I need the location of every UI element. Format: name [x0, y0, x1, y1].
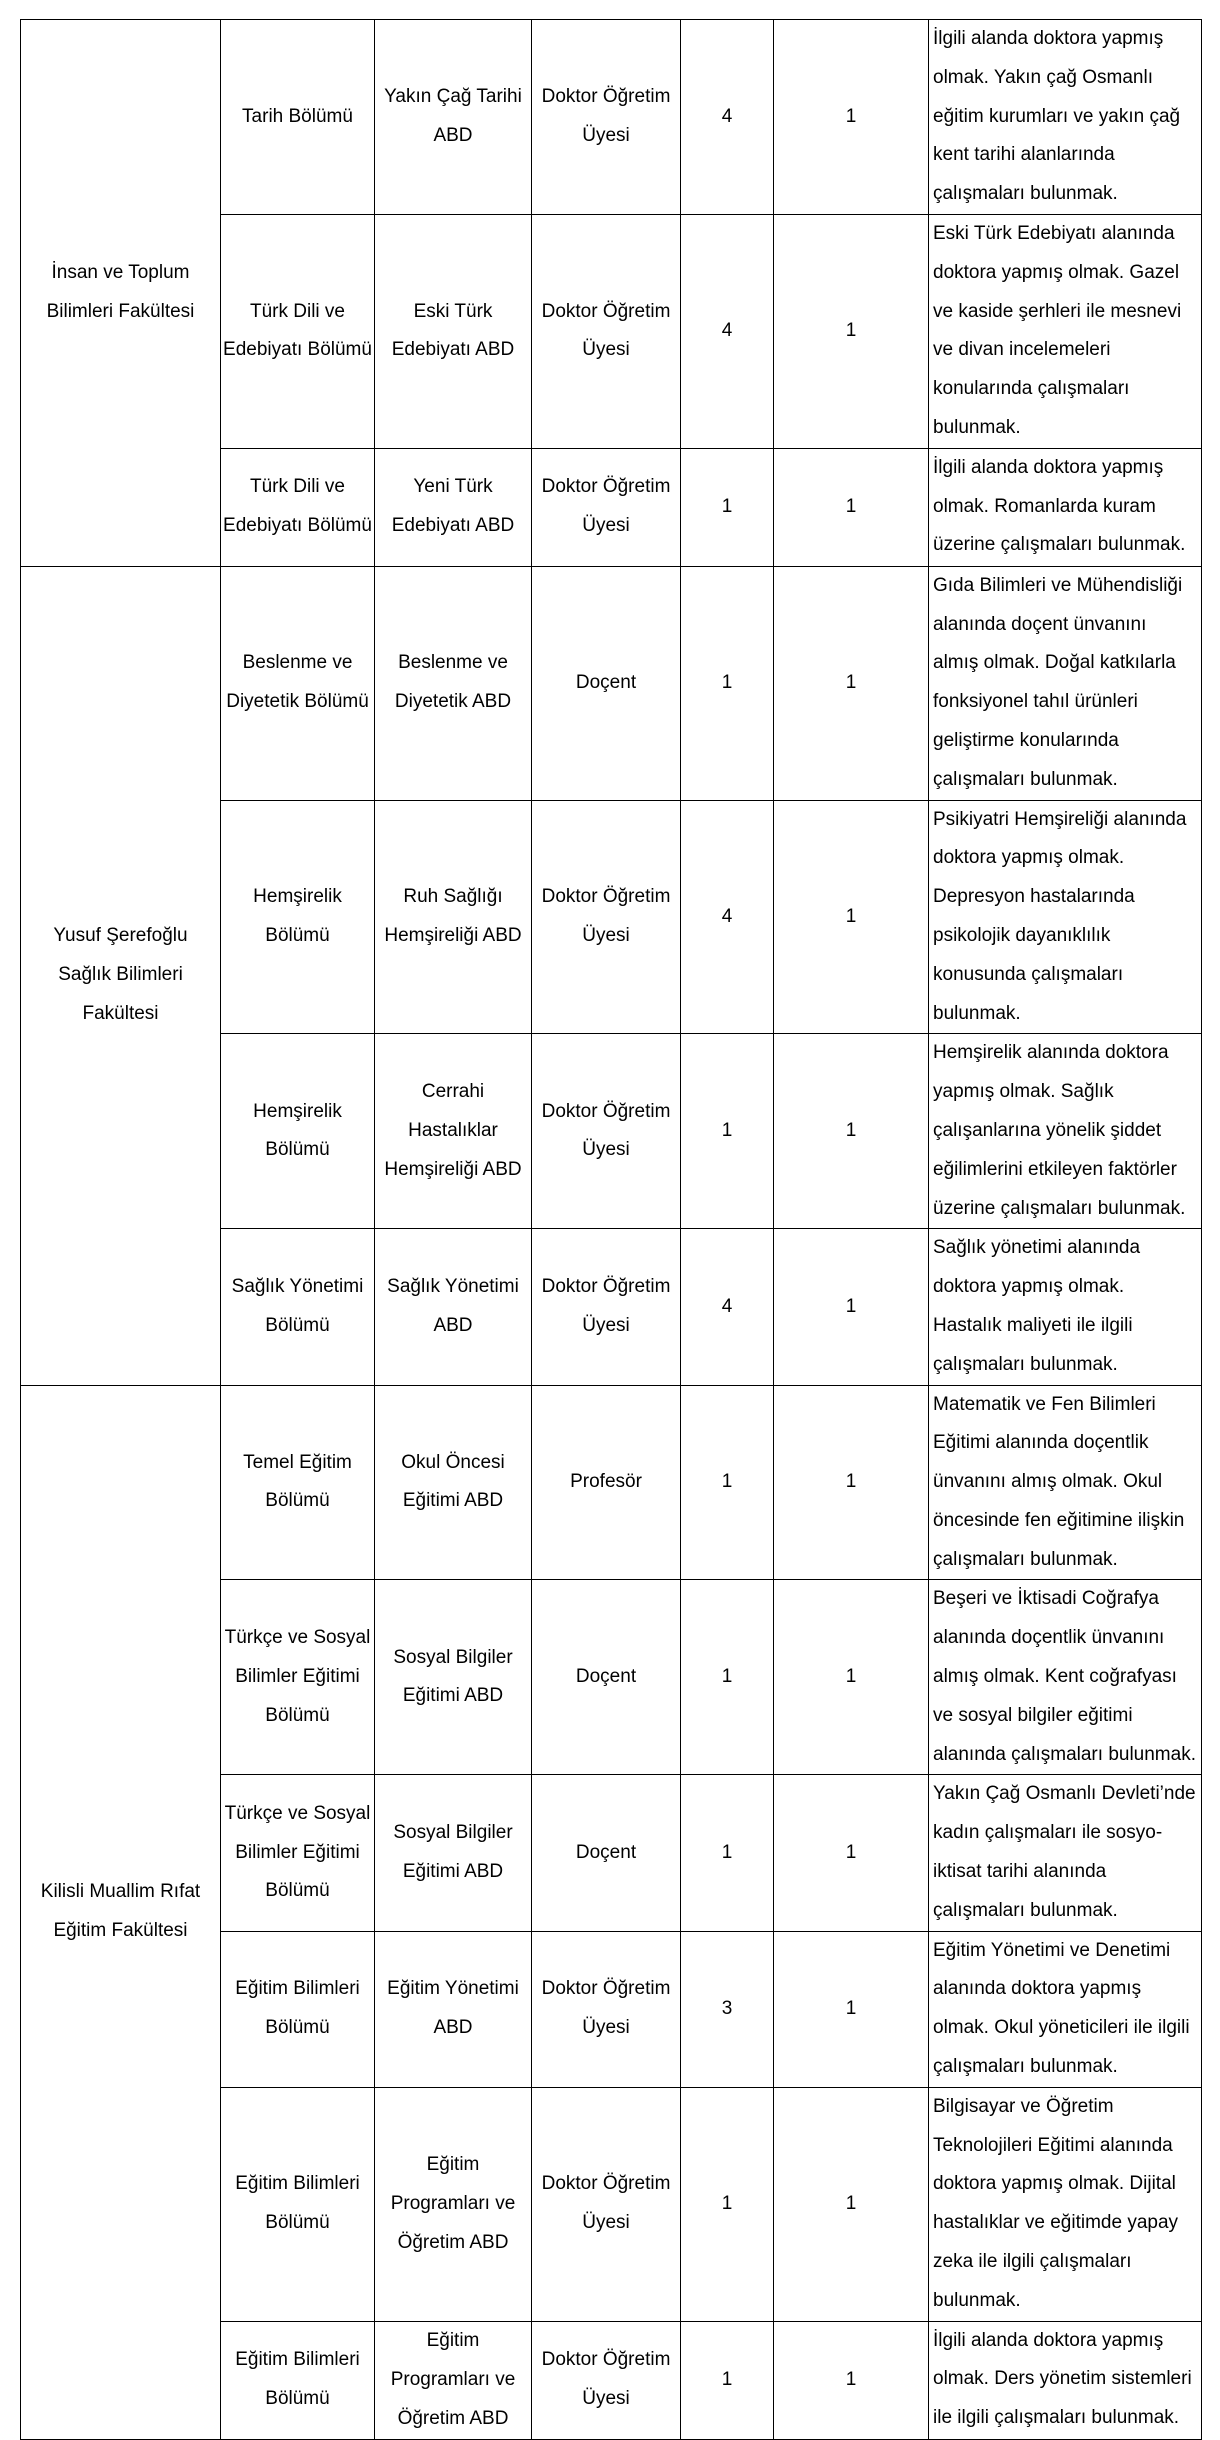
- conditions-cell: Bilgisayar ve Öğretim Teknolojileri Eğitimi alanında doktora yapmış olmak. Dijital hastalıklar ve eğitimde yapay zeka ile ilgili çalışmaları bulunmak.: [929, 2087, 1202, 2321]
- title-cell: Doçent: [532, 1580, 681, 1775]
- department-cell: Türkçe ve Sosyal Bilimler Eğitimi Bölümü: [221, 1775, 375, 1931]
- abd-cell: Eğitim Yönetimi ABD: [375, 1931, 532, 2087]
- department-cell: Eğitim Bilimleri Bölümü: [221, 2087, 375, 2321]
- degree-cell: 1: [681, 1385, 774, 1580]
- degree-cell: 4: [681, 20, 774, 215]
- faculty-name: İnsan ve Toplum Bilimleri Fakültesi: [21, 20, 221, 567]
- faculty-name: Yusuf Şerefoğlu Sağlık Bilimleri Fakültesi: [21, 566, 221, 1385]
- abd-cell: Eğitim Programları ve Öğretim ABD: [375, 2087, 532, 2321]
- title-cell: Doktor Öğretim Üyesi: [532, 1034, 681, 1229]
- count-cell: 1: [774, 2087, 929, 2321]
- conditions-cell: Eski Türk Edebiyatı alanında doktora yapmış olmak. Gazel ve kaside şerhleri ile mesnevi ve divan incelemeleri konularında çalışmaları bulunmak.: [929, 214, 1202, 448]
- count-cell: 1: [774, 2321, 929, 2439]
- degree-cell: 1: [681, 1034, 774, 1229]
- conditions-cell: İlgili alanda doktora yapmış olmak. Romanlarda kuram üzerine çalışmaları bulunmak.: [929, 448, 1202, 566]
- count-cell: 1: [774, 1034, 929, 1229]
- title-cell: Doktor Öğretim Üyesi: [532, 20, 681, 215]
- count-cell: 1: [774, 20, 929, 215]
- title-cell: Doktor Öğretim Üyesi: [532, 448, 681, 566]
- department-cell: Türk Dili ve Edebiyatı Bölümü: [221, 448, 375, 566]
- degree-cell: 3: [681, 1931, 774, 2087]
- abd-cell: Ruh Sağlığı Hemşireliği ABD: [375, 800, 532, 1034]
- table-row: [21, 20, 1202, 215]
- abd-cell: Eğitim Programları ve Öğretim ABD: [375, 2321, 532, 2439]
- title-cell: Doktor Öğretim Üyesi: [532, 800, 681, 1034]
- conditions-cell: İlgili alanda doktora yapmış olmak. Ders yönetim sistemleri ile ilgili çalışmaları bulunmak.: [929, 2321, 1202, 2439]
- abd-cell: Beslenme ve Diyetetik ABD: [375, 566, 532, 800]
- count-cell: 1: [774, 448, 929, 566]
- title-cell: Doktor Öğretim Üyesi: [532, 2087, 681, 2321]
- department-cell: Tarih Bölümü: [221, 20, 375, 215]
- conditions-cell: Yakın Çağ Osmanlı Devleti’nde kadın çalışmaları ile sosyo-iktisat tarihi alanında çalışmaları bulunmak.: [929, 1775, 1202, 1931]
- degree-cell: 4: [681, 214, 774, 448]
- department-cell: Eğitim Bilimleri Bölümü: [221, 2321, 375, 2439]
- department-cell: Türk Dili ve Edebiyatı Bölümü: [221, 214, 375, 448]
- count-cell: 1: [774, 1385, 929, 1580]
- conditions-cell: Hemşirelik alanında doktora yapmış olmak. Sağlık çalışanlarına yönelik şiddet eğilimlerini etkileyen faktörler üzerine çalışmaları bulunmak.: [929, 1034, 1202, 1229]
- title-cell: Doçent: [532, 1775, 681, 1931]
- department-cell: Beslenme ve Diyetetik Bölümü: [221, 566, 375, 800]
- abd-cell: Sağlık Yönetimi ABD: [375, 1229, 532, 1385]
- title-cell: Doktor Öğretim Üyesi: [532, 214, 681, 448]
- department-cell: Hemşirelik Bölümü: [221, 800, 375, 1034]
- degree-cell: 1: [681, 1775, 774, 1931]
- degree-cell: 4: [681, 1229, 774, 1385]
- count-cell: 1: [774, 1931, 929, 2087]
- abd-cell: Sosyal Bilgiler Eğitimi ABD: [375, 1775, 532, 1931]
- title-cell: Doktor Öğretim Üyesi: [532, 1229, 681, 1385]
- title-cell: Profesör: [532, 1385, 681, 1580]
- department-cell: Türkçe ve Sosyal Bilimler Eğitimi Bölümü: [221, 1580, 375, 1775]
- faculty-name: Kilisli Muallim Rıfat Eğitim Fakültesi: [21, 1385, 221, 2439]
- count-cell: 1: [774, 1580, 929, 1775]
- abd-cell: Yakın Çağ Tarihi ABD: [375, 20, 532, 215]
- degree-cell: 1: [681, 448, 774, 566]
- degree-cell: 1: [681, 566, 774, 800]
- department-cell: Temel Eğitim Bölümü: [221, 1385, 375, 1580]
- count-cell: 1: [774, 1229, 929, 1385]
- degree-cell: 1: [681, 1580, 774, 1775]
- abd-cell: Sosyal Bilgiler Eğitimi ABD: [375, 1580, 532, 1775]
- count-cell: 1: [774, 566, 929, 800]
- title-cell: Doçent: [532, 566, 681, 800]
- positions-table: [20, 19, 1202, 2440]
- table-row: [21, 1385, 1202, 1580]
- degree-cell: 1: [681, 2087, 774, 2321]
- degree-cell: 4: [681, 800, 774, 1034]
- abd-cell: Okul Öncesi Eğitimi ABD: [375, 1385, 532, 1580]
- title-cell: Doktor Öğretim Üyesi: [532, 1931, 681, 2087]
- abd-cell: Eski Türk Edebiyatı ABD: [375, 214, 532, 448]
- conditions-cell: Sağlık yönetimi alanında doktora yapmış olmak. Hastalık maliyeti ile ilgili çalışmaları bulunmak.: [929, 1229, 1202, 1385]
- abd-cell: Cerrahi Hastalıklar Hemşireliği ABD: [375, 1034, 532, 1229]
- conditions-cell: Gıda Bilimleri ve Mühendisliği alanında doçent ünvanını almış olmak. Doğal katkılarla fonksiyonel tahıl ürünleri geliştirme konularında çalışmaları bulunmak.: [929, 566, 1202, 800]
- department-cell: Hemşirelik Bölümü: [221, 1034, 375, 1229]
- count-cell: 1: [774, 214, 929, 448]
- conditions-cell: Matematik ve Fen Bilimleri Eğitimi alanında doçentlik ünvanını almış olmak. Okul öncesinde fen eğitimine ilişkin çalışmaları bulunmak.: [929, 1385, 1202, 1580]
- conditions-cell: Psikiyatri Hemşireliği alanında doktora yapmış olmak. Depresyon hastalarında psikolojik dayanıklılık konusunda çalışmaları bulunmak.: [929, 800, 1202, 1034]
- degree-cell: 1: [681, 2321, 774, 2439]
- count-cell: 1: [774, 800, 929, 1034]
- department-cell: Eğitim Bilimleri Bölümü: [221, 1931, 375, 2087]
- department-cell: Sağlık Yönetimi Bölümü: [221, 1229, 375, 1385]
- conditions-cell: Beşeri ve İktisadi Coğrafya alanında doçentlik ünvanını almış olmak. Kent coğrafyası ve sosyal bilgiler eğitimi alanında çalışmaları bulunmak.: [929, 1580, 1202, 1775]
- abd-cell: Yeni Türk Edebiyatı ABD: [375, 448, 532, 566]
- count-cell: 1: [774, 1775, 929, 1931]
- table-row: [21, 566, 1202, 800]
- conditions-cell: İlgili alanda doktora yapmış olmak. Yakın çağ Osmanlı eğitim kurumları ve yakın çağ kent tarihi alanlarında çalışmaları bulunmak.: [929, 20, 1202, 215]
- conditions-cell: Eğitim Yönetimi ve Denetimi alanında doktora yapmış olmak. Okul yöneticileri ile ilgili çalışmaları bulunmak.: [929, 1931, 1202, 2087]
- title-cell: Doktor Öğretim Üyesi: [532, 2321, 681, 2439]
